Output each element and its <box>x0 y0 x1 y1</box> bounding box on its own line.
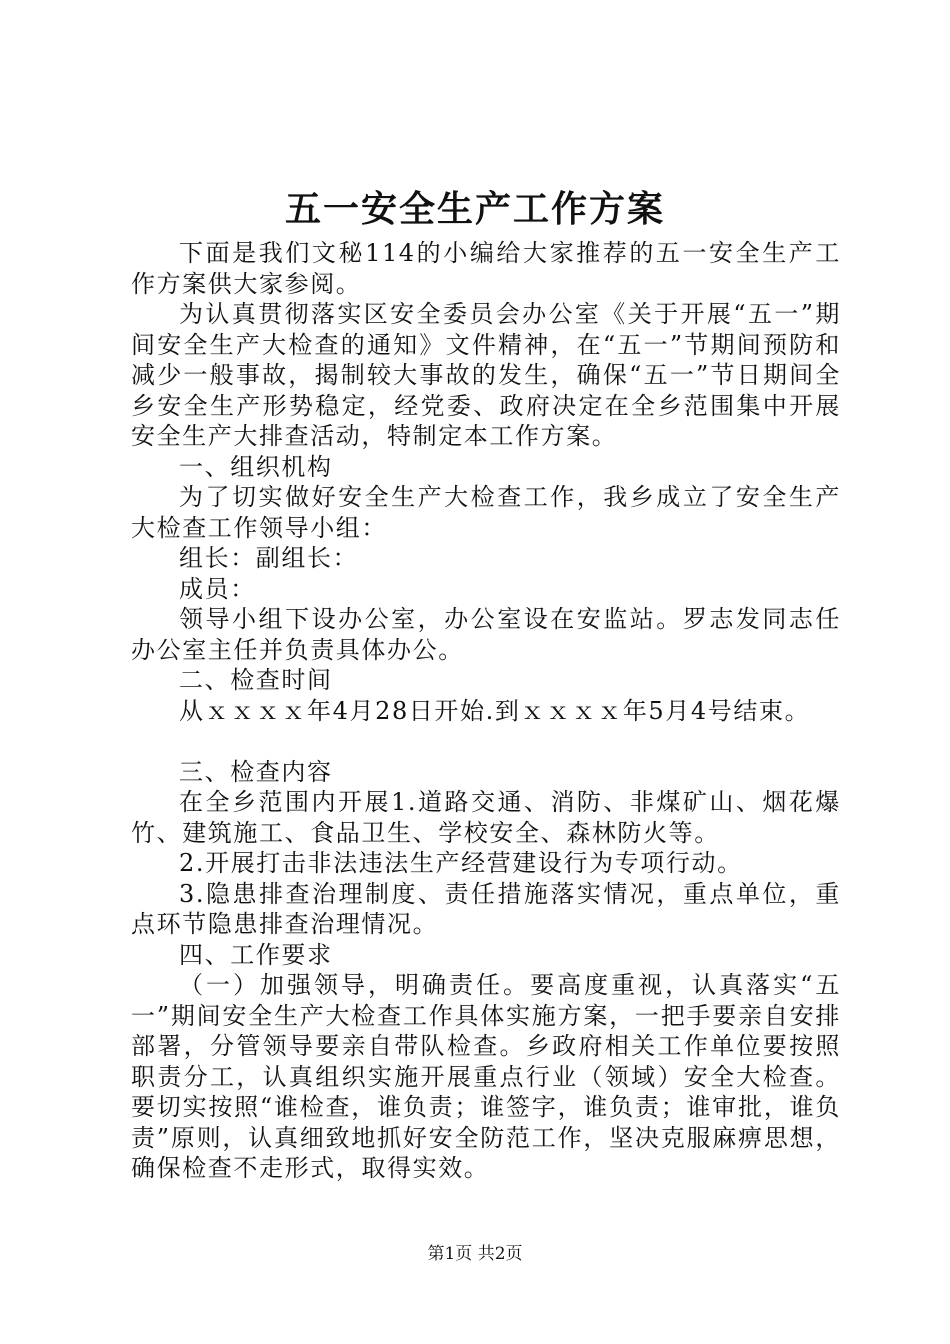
page-footer: 第1页 共2页 <box>427 1244 523 1264</box>
paragraph-content-1: 在全乡范围内开展1.道路交通、消防、非煤矿山、烟花爆竹、建筑施工、食品卫生、学校安全、森林防火等。 <box>131 788 841 847</box>
paragraph-intro: 下面是我们文秘114的小编给大家推荐的五一安全生产工作方案供大家参阅。 <box>131 239 841 298</box>
paragraph-group-leaders: 组长：副组长： <box>179 544 359 572</box>
section-heading-organization: 一、组织机构 <box>179 452 333 481</box>
paragraph-content-2: 2.开展打击非法违法生产经营建设行为专项行动。 <box>179 849 743 877</box>
paragraph-leadership-group: 为了切实做好安全生产大检查工作，我乡成立了安全生产大检查工作领导小组： <box>131 483 841 542</box>
section-heading-requirements: 四、工作要求 <box>179 940 333 969</box>
paragraph-requirement-1: （一）加强领导，明确责任。要高度重视，认真落实“五一”期间安全生产大检查工作具体实施方案，一把手要亲自安排部署，分管领导要亲自带队检查。乡政府相关工作单位要按照职责分工，认真组织实施开展重点行业（领域）安全大检查。要切实按照“谁检查，谁负责；谁签字，谁负责；谁审批，谁负责”原则，认真细致地抓好安全防范工作，坚决克服麻痹思想，确保检查不走形式，取得实效。 <box>131 971 841 1182</box>
blank-line <box>131 726 841 757</box>
paragraph-office: 领导小组下设办公室，办公室设在安监站。罗志发同志任办公室主任并负责具体办公。 <box>131 605 841 664</box>
paragraph-purpose: 为认真贯彻落实区安全委员会办公室《关于开展“五一”期间安全生产大检查的通知》文件精神，在“五一”节期间预防和减少一般事故，揭制较大事故的发生，确保“五一”节日期间全乡安全生产形势稳定，经党委、政府决定在全乡范围集中开展安全生产大排查活动，特制定本工作方案。 <box>131 300 841 450</box>
section-heading-time: 二、检查时间 <box>179 666 333 694</box>
document-body <box>131 238 841 1184</box>
section-heading-content: 三、检查内容 <box>179 757 333 786</box>
paragraph-time-range: 从ｘｘｘｘ年4月28日开始.到ｘｘｘｘ年5月4号结束。 <box>179 696 811 725</box>
document-title: 五一安全生产工作方案 <box>284 188 665 230</box>
paragraph-group-members: 成员： <box>179 574 256 603</box>
paragraph-content-3: 3.隐患排查治理制度、责任措施落实情况，重点单位，重点环节隐患排查治理情况。 <box>131 879 841 938</box>
